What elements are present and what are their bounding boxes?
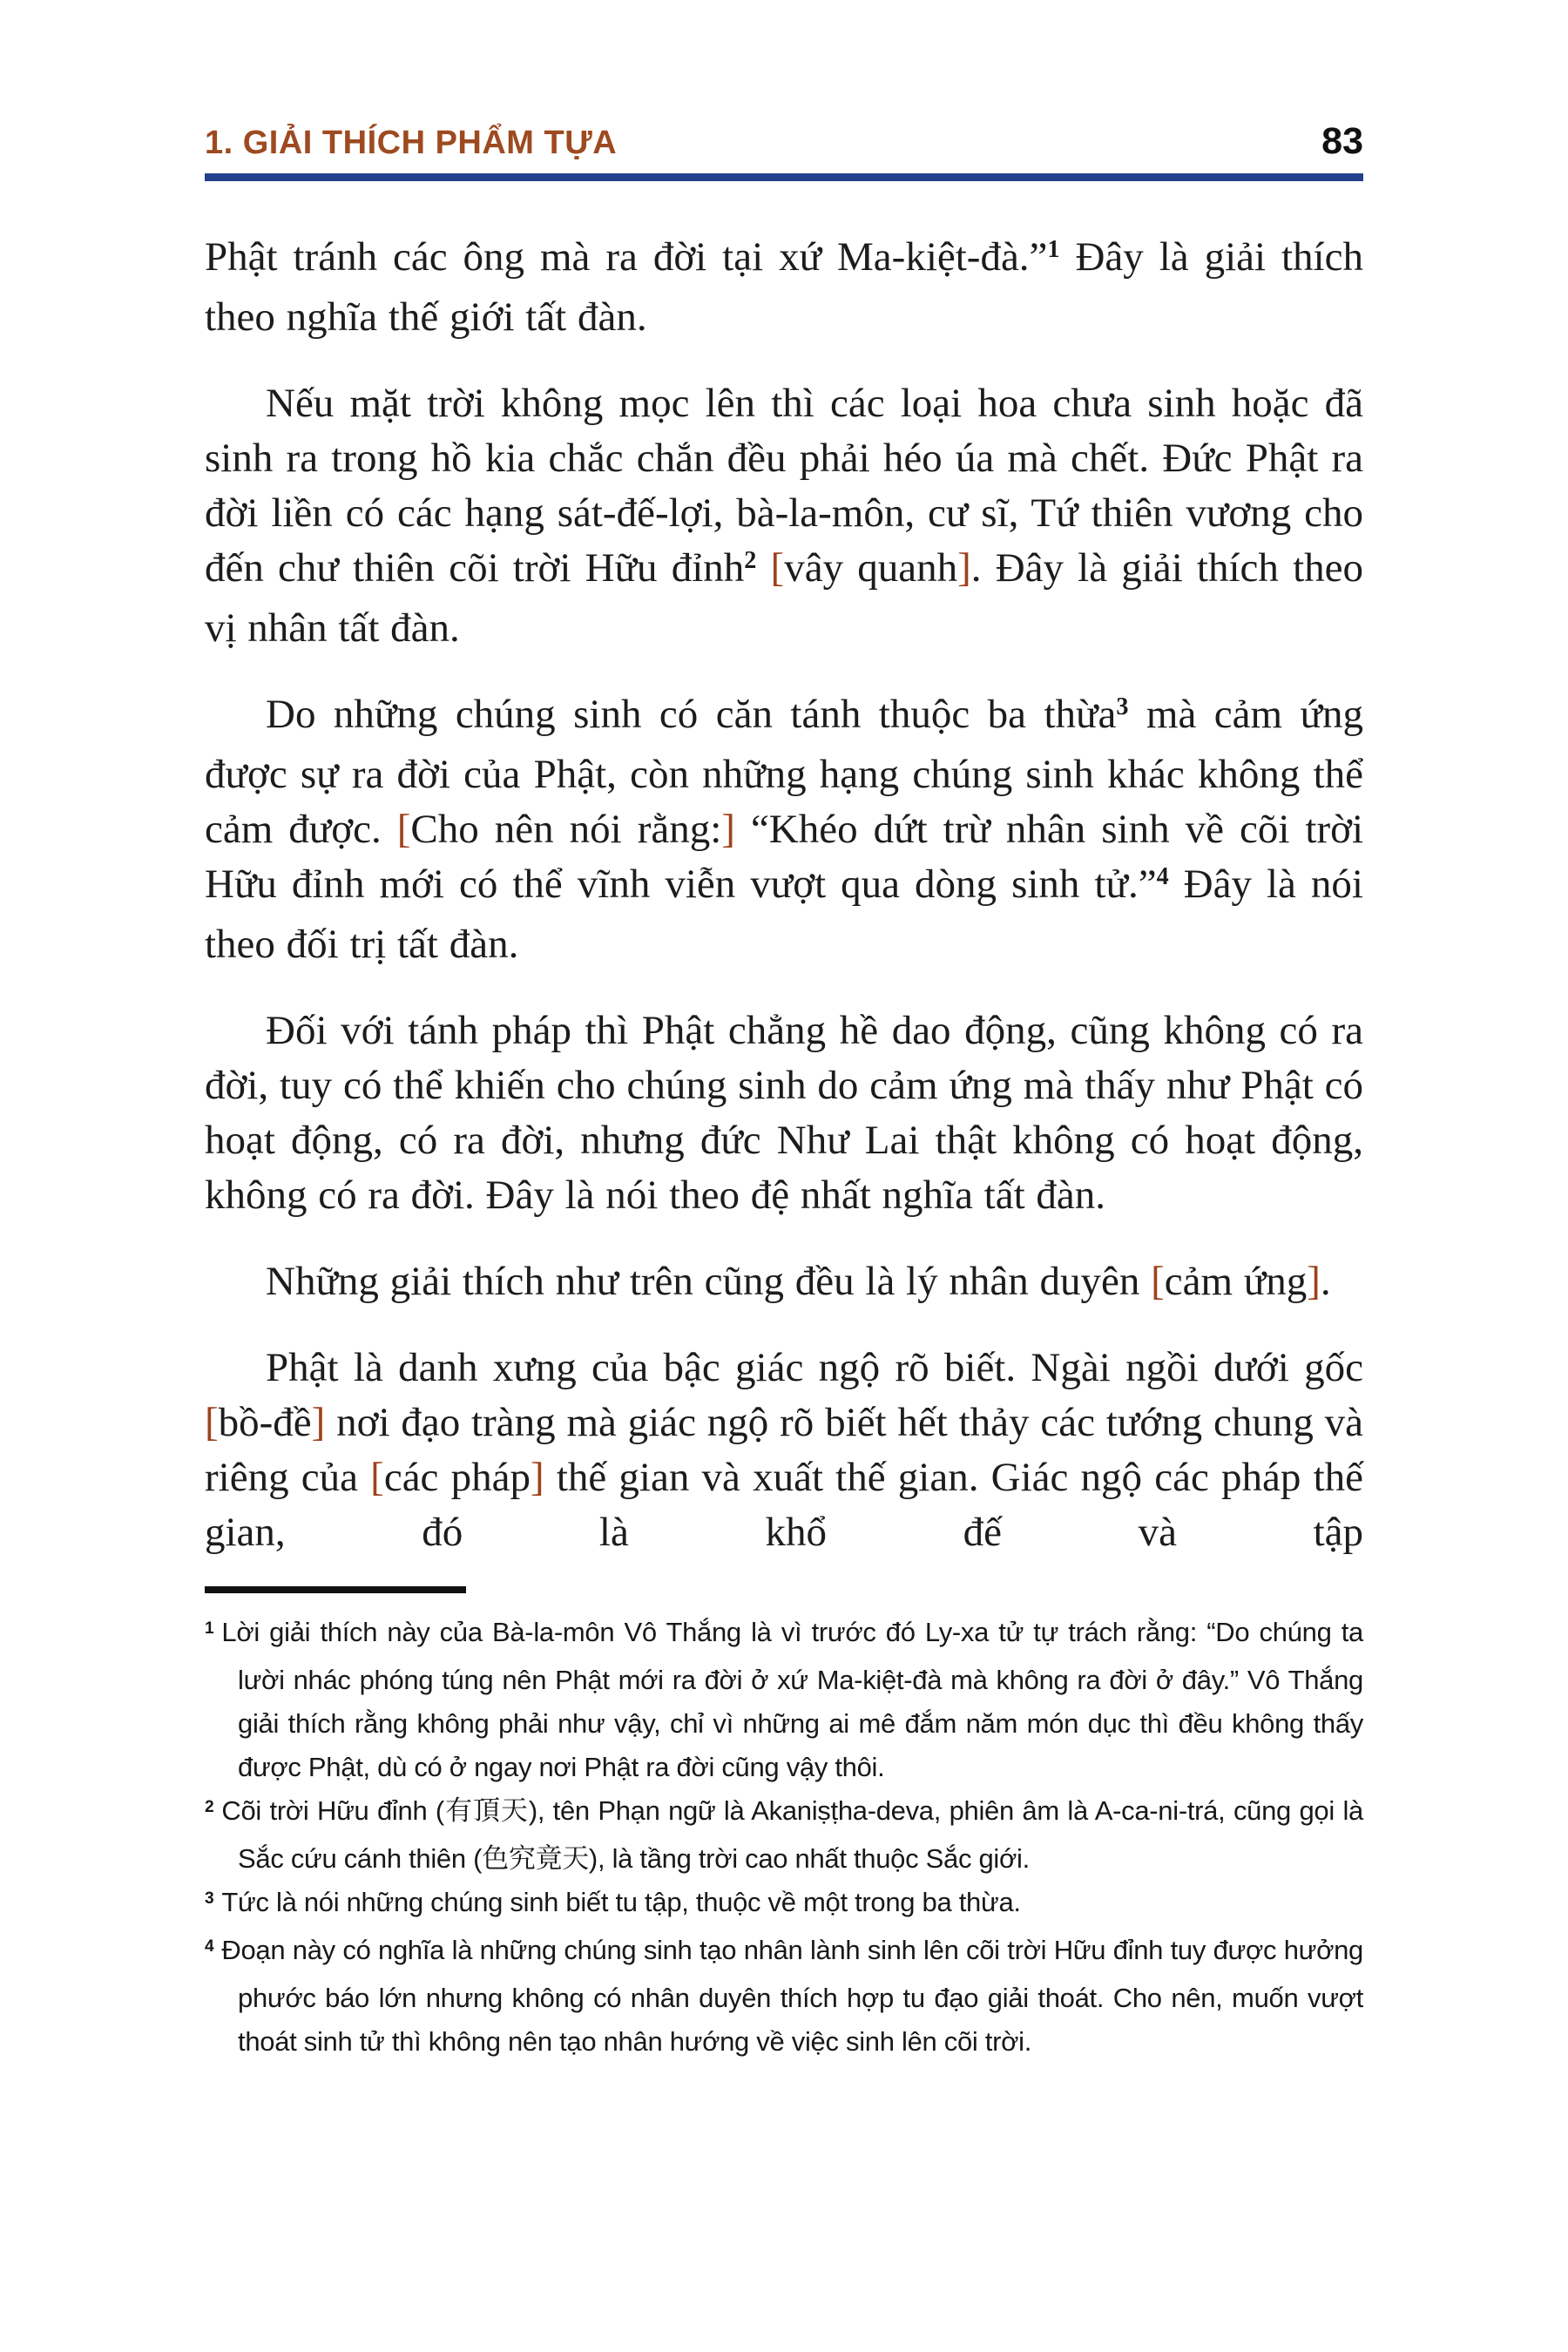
editorial-bracket: ] — [311, 1400, 326, 1445]
text-run — [756, 545, 770, 591]
text-run: thế gian và xuất thế gian. Giác ngộ các pháp thế gian, đó là khổ đế và tập — [205, 1455, 1363, 1555]
paragraph — [205, 1341, 1363, 1560]
text-run: cảm ứng — [1164, 1259, 1308, 1304]
footnote-text: Đoạn này có nghĩa là những chúng sinh tạo nhân lành sinh lên cõi trời Hữu đỉnh tuy được hưởng phước báo lớn nhưng không có nhân duyên thích hợp tu đạo giải thoát. Cho nên, muốn vượt thoát sinh tử thì không nên tạo nhân hướng về việc sinh lên cõi trời. — [221, 1935, 1363, 2057]
footnote — [205, 1881, 1363, 1929]
paragraph — [205, 1004, 1363, 1223]
running-head — [205, 120, 1363, 181]
text-run: “Khéo dứt trừ nhân sinh về cõi trời Hữu đỉnh mới có thể vĩnh viễn vượt qua dòng sinh tử.” — [205, 807, 1364, 907]
paragraph — [205, 687, 1363, 972]
text-run: Những giải thích như trên cũng đều là lý nhân duyên — [266, 1259, 1152, 1304]
editorial-bracket: ] — [721, 807, 735, 852]
footnote-text: Tức là nói những chúng sinh biết tu tập, thuộc về một trong ba thừa. — [221, 1887, 1021, 1917]
footnote — [205, 1611, 1363, 1789]
footnote-marker: 3 — [205, 1889, 214, 1909]
footnote-list — [205, 1611, 1363, 2064]
editorial-bracket: [ — [396, 807, 411, 852]
editorial-bracket: ] — [957, 545, 971, 591]
footnote-marker: 2 — [205, 1798, 214, 1817]
footnote-ref: 2 — [744, 547, 757, 575]
text-run: Phật là danh xưng của bậc giác ngộ rõ biết. Ngài ngồi dưới gốc — [266, 1345, 1363, 1390]
editorial-bracket: [ — [205, 1400, 219, 1445]
footnote-marker: 4 — [205, 1937, 214, 1957]
text-run: nơi đạo tràng mà giác ngộ rõ biết hết thảy các tướng chung và riêng của — [205, 1400, 1363, 1500]
footnote-ref: 3 — [1116, 693, 1129, 721]
footnote — [205, 1929, 1363, 2064]
editorial-bracket: ] — [1307, 1259, 1321, 1304]
text-run: các pháp — [383, 1455, 531, 1500]
footnote-ref: 1 — [1047, 236, 1060, 264]
text-run: mà cảm ứng được sự ra đời của Phật, còn những hạng chúng sinh khác không thể cảm được. — [205, 692, 1363, 852]
footnote-text: Cõi trời Hữu đỉnh (有頂天), tên Phạn ngữ là Akaniṣṭha-deva, phiên âm là A-ca-ni-trá, cũng gọi là Sắc cứu cánh thiên (色究竟天), là tầng trời cao nhất thuộc Sắc giới. — [221, 1795, 1363, 1874]
editorial-bracket: ] — [530, 1455, 544, 1500]
editorial-bracket: [ — [770, 545, 785, 591]
header-rule — [205, 173, 1363, 181]
body-text — [205, 230, 1363, 1560]
editorial-bracket: [ — [1151, 1259, 1165, 1304]
section-title: 1. GIẢI THÍCH PHẨM TỰA — [205, 125, 618, 161]
paragraph — [205, 230, 1363, 345]
text-run: Nếu mặt trời không mọc lên thì các loại hoa chưa sinh hoặc đã sinh ra trong hồ kia chắc chắn đều phải héo úa mà chết. Đức Phật ra đời liền có các hạng sát-đế-lợi, bà-la-môn, cư sĩ, Tứ thiên vương cho đến chư thiên cõi trời Hữu đỉnh — [205, 381, 1363, 591]
editorial-bracket: [ — [370, 1455, 384, 1500]
text-run: Đối với tánh pháp thì Phật chẳng hề dao động, cũng không có ra đời, tuy có thể khiến cho chúng sinh do cảm ứng mà thấy như Phật có hoạt động, có ra đời, nhưng đức Như Lai thật không có hoạt động, không có ra đời. Đây là nói theo đệ nhất nghĩa tất đàn. — [205, 1008, 1363, 1218]
text-run: Do những chúng sinh có căn tánh thuộc ba thừa — [266, 692, 1117, 737]
page-content — [205, 0, 1363, 2064]
header-row — [205, 120, 1363, 163]
footnote-text: Lời giải thích này của Bà-la-môn Vô Thắng là vì trước đó Ly-xa tử tự trách rằng: “Do chúng ta lười nhác phóng túng nên Phật mới ra đời ở xứ Ma-kiệt-đà mà không ra đời ở đây.” Vô Thắng giải thích rằng không phải như vậy, chỉ vì những ai mê đắm năm món dục thì đều không thấy được Phật, dù có ở ngay nơi Phật ra đời cũng vậy thôi. — [221, 1617, 1363, 1782]
footnote-block — [205, 1586, 1363, 2064]
text-run: Cho nên nói rằng: — [410, 807, 722, 852]
footnote-separator — [205, 1586, 466, 1593]
footnote-ref: 4 — [1156, 863, 1169, 891]
paragraph — [205, 1254, 1363, 1309]
text-run: . — [1320, 1259, 1331, 1304]
text-run: Phật tránh các ông mà ra đời tại xứ Ma-kiệt-đà.” — [205, 234, 1048, 280]
text-run: Đây là nói theo đối trị tất đàn. — [205, 862, 1363, 967]
text-run: Đây là giải thích theo nghĩa thế giới tất đàn. — [205, 234, 1363, 340]
footnote-marker: 1 — [205, 1619, 214, 1639]
page-number: 83 — [1321, 120, 1363, 162]
footnote — [205, 1789, 1363, 1881]
text-run: . Đây là giải thích theo vị nhân tất đàn. — [205, 545, 1363, 651]
paragraph — [205, 376, 1363, 656]
text-run: vây quanh — [784, 545, 958, 591]
text-run: bồ-đề — [218, 1400, 312, 1445]
